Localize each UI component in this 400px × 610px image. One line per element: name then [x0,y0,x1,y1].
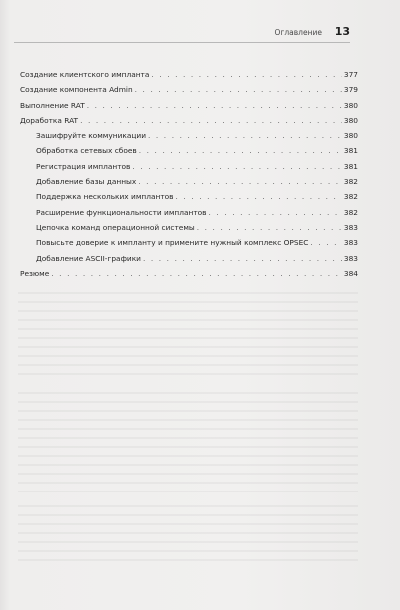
toc-entry-title: Резюме [20,268,50,278]
toc-leader-dots [139,146,342,155]
toc-leader-dots [197,223,342,232]
toc-leader-dots [87,101,342,110]
toc-entry-page: 380 [343,100,358,110]
toc-entry-title: Создание компонента Admin [20,85,133,95]
toc-entry-page: 381 [343,146,358,156]
toc-entry-page: 381 [343,161,358,171]
toc-leader-dots [143,254,342,263]
toc-leader-dots [151,70,342,79]
page-number: 13 [334,25,350,38]
header-title: Оглавление [274,28,322,37]
toc-entry [20,101,358,116]
bleed-through-text [18,505,358,565]
toc-entry [20,70,358,85]
toc-subentry [20,192,358,207]
toc-entry [20,85,358,100]
toc-entry-page: 383 [343,222,358,232]
toc-leader-dots [51,269,342,278]
toc-entry-title: Расширение функциональности имплантов [36,207,207,217]
toc-entry-page: 380 [343,115,358,125]
toc-entry [20,116,358,131]
toc-leader-dots [132,162,342,171]
toc-leader-dots [80,116,342,125]
toc-entry-page: 383 [343,238,358,248]
toc-entry-page: 380 [343,131,358,141]
toc-entry-title: Добавление базы данных [36,177,137,187]
bleed-through-text [18,292,358,382]
toc-entry-title: Регистрация имплантов [36,161,131,171]
toc-leader-dots [310,238,341,247]
toc-leader-dots [135,85,342,94]
toc-entry-title: Доработка RAT [20,115,79,125]
table-of-contents [20,70,358,284]
bleed-through-text [18,392,358,492]
toc-entry-title: Цепочка команд операционной системы [36,222,195,232]
toc-leader-dots [209,208,342,217]
toc-entry-page: 384 [343,268,358,278]
toc-leader-dots [138,177,342,186]
toc-entry-title: Выполнение RAT [20,100,85,110]
toc-leader-dots [176,192,342,201]
toc-entry-page: 379 [343,85,358,95]
toc-entry-page: 377 [343,70,358,79]
toc-leader-dots [148,131,342,140]
toc-subentry [20,254,358,269]
toc-entry-title: Создание клиентского импланта [20,70,150,79]
toc-subentry [20,177,358,192]
toc-subentry [20,146,358,161]
toc-entry-page: 383 [343,253,358,263]
toc-entry-title: Поддержка нескольких имплантов [36,192,174,202]
page-header [14,24,350,43]
toc-subentry [20,208,358,223]
toc-subentry [20,131,358,146]
toc-subentry [20,238,358,253]
toc-subentry [20,223,358,238]
toc-subentry [20,162,358,177]
toc-entry-title: Повысьте доверие к импланту и примените нужный комплекс OPSEC [36,238,309,248]
toc-entry-title: Добавление ASCII-графики [36,253,141,263]
toc-entry-page: 382 [343,192,358,202]
toc-entry [20,269,358,284]
toc-entry-title: Обработка сетевых сбоев [36,146,137,156]
toc-entry-page: 382 [343,207,358,217]
toc-entry-page: 382 [343,177,358,187]
toc-entry-title: Зашифруйте коммуникации [36,131,146,141]
